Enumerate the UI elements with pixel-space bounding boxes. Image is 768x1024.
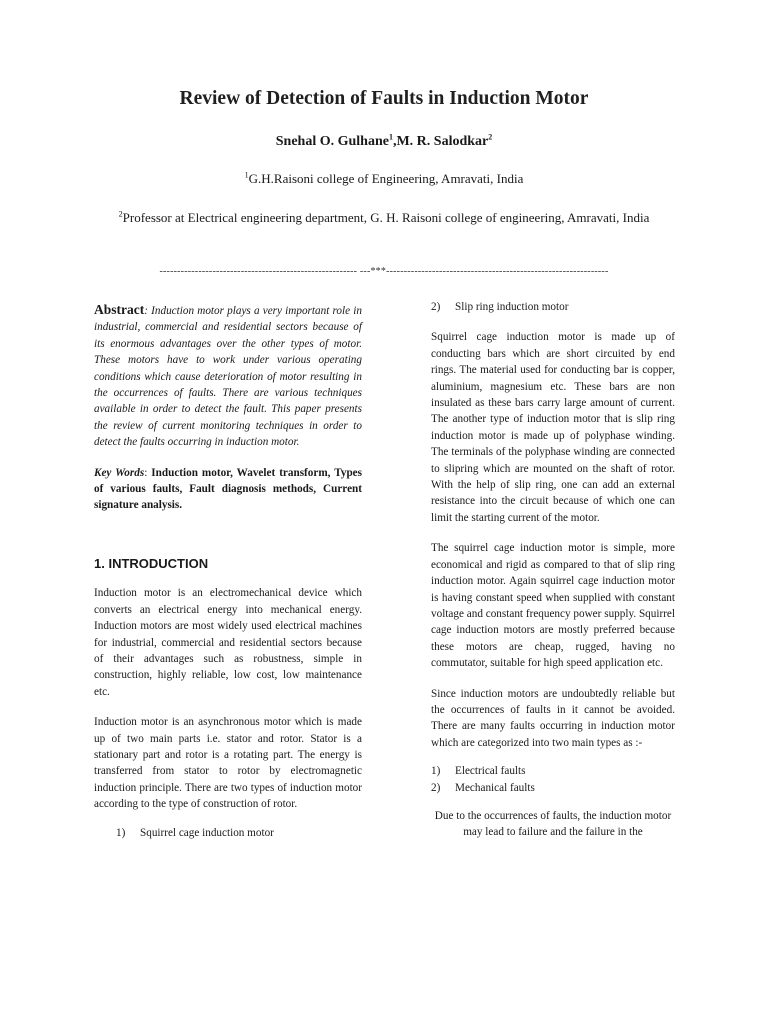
affiliation-2	[88, 206, 680, 230]
affiliation-1-mark: 1	[244, 170, 249, 180]
section-divider: -------------------------------------------------------- ---***---------------------------------------------------------------	[159, 266, 609, 277]
author-list	[0, 134, 768, 150]
list-item-text: Electrical faults	[455, 765, 526, 778]
list-item-number: 2)	[431, 781, 441, 794]
left-column	[94, 302, 362, 841]
abstract-colon: :	[144, 305, 148, 317]
intro-paragraph-1: Induction motor is an electromechanical device which converts an electrical energy into mechanical energy. Induction motors are most widely used electrical machines for industrial, commercial and residential sectors because of their advantages such as robustness, simple in construction, highly reliable, low cost, low maintenance etc.	[94, 587, 362, 698]
right-paragraph-2: The squirrel cage induction motor is simple, more economical and rigid as compared to that of slip ring induction motor. Again squirrel cage induction motor is having constant speed when supplied with constant voltage and constant frequency power supply. Squirrel cage induction motors are mostly preferred because these motors are cheap, rugged, having no commutator, suitable for high speed application etc.	[431, 542, 675, 670]
right-paragraph-4: Due to the occurrences of faults, the induction motor may lead to failure and the failure in the	[434, 809, 672, 839]
list-item	[431, 299, 675, 315]
right-paragraph-1: Squirrel cage induction motor is made up of conducting bars which are short circuited by end rings. The material used for conducting bar is copper, aluminium, magnesium etc. These bars are non insulated as these bars carry large amount of current. The another type of induction motor that is slip ring induction motor is made up of polyphase winding. The terminals of the polyphase winding are connected to slipring which are mounted on the shaft of rotor. With the help of slip ring, one can add an external resistance into the circuit because of which one can limit the starting current of the motor.	[431, 331, 675, 524]
affiliation-2-text: Professor at Electrical engineering department, G. H. Raisoni college of engineering, Amravati, India	[122, 210, 650, 225]
author-2-affiliation-mark: 2	[488, 132, 493, 142]
right-column	[431, 299, 675, 841]
abstract-label: Abstract	[94, 302, 145, 317]
list-item	[431, 763, 675, 779]
list-item-number: 1)	[116, 826, 126, 839]
keywords-paragraph	[94, 465, 362, 514]
author-1-affiliation-mark: 1	[388, 132, 393, 142]
affiliation-2-mark: 2	[118, 209, 123, 219]
list-item-text: Mechanical faults	[455, 781, 535, 794]
list-item-number: 2)	[431, 301, 441, 313]
affiliation-1-text: G.H.Raisoni college of Engineering, Amravati, India	[248, 171, 524, 186]
abstract-paragraph	[94, 302, 362, 451]
paper-title: Review of Detection of Faults in Induction Motor	[179, 88, 589, 109]
list-item	[431, 780, 675, 796]
keywords-label: Key Words	[94, 466, 145, 479]
list-item-text: Squirrel cage induction motor	[140, 826, 274, 839]
author-2: M. R. Salodkar	[396, 134, 489, 149]
affiliation-1	[0, 171, 768, 187]
list-item-text: Slip ring induction motor	[455, 301, 569, 313]
abstract-text: Induction motor plays a very important role in industrial, commercial and residential sectors because of its enormous advantages over the other types of motor. These motors have to work under various operating conditions which cause deterioration of motor resulting in the occurrences of faults. There are various techniques available in order to detect the fault. This paper presents the review of current monitoring techniques in order to detect the faults occurring in induction motor.	[94, 305, 362, 449]
keywords-colon: :	[144, 466, 148, 479]
intro-paragraph-2: Induction motor is an asynchronous motor which is made up of two main parts i.e. stator and rotor. Stator is a stationary part and rotor is a rotating part. The energy is transferred from stator to rotor by electromagnetic induction principle. There are two types of induction motor according to the type of construction of rotor.	[94, 716, 362, 811]
list-item-number: 1)	[431, 765, 441, 778]
keywords-text: Induction motor, Wavelet transform, Types of various faults, Fault diagnosis methods, Current signature analysis.	[94, 466, 363, 512]
author-1: Snehal O. Gulhane	[275, 134, 389, 149]
list-item	[94, 825, 362, 841]
introduction-heading: 1. INTRODUCTION	[94, 555, 209, 571]
right-paragraph-3: Since induction motors are undoubtedly reliable but the occurrences of faults in it cannot be avoided. There are many faults occurring in induction motor which are categorized into two main types as :-	[431, 687, 675, 749]
author-separator: ,	[392, 134, 397, 149]
